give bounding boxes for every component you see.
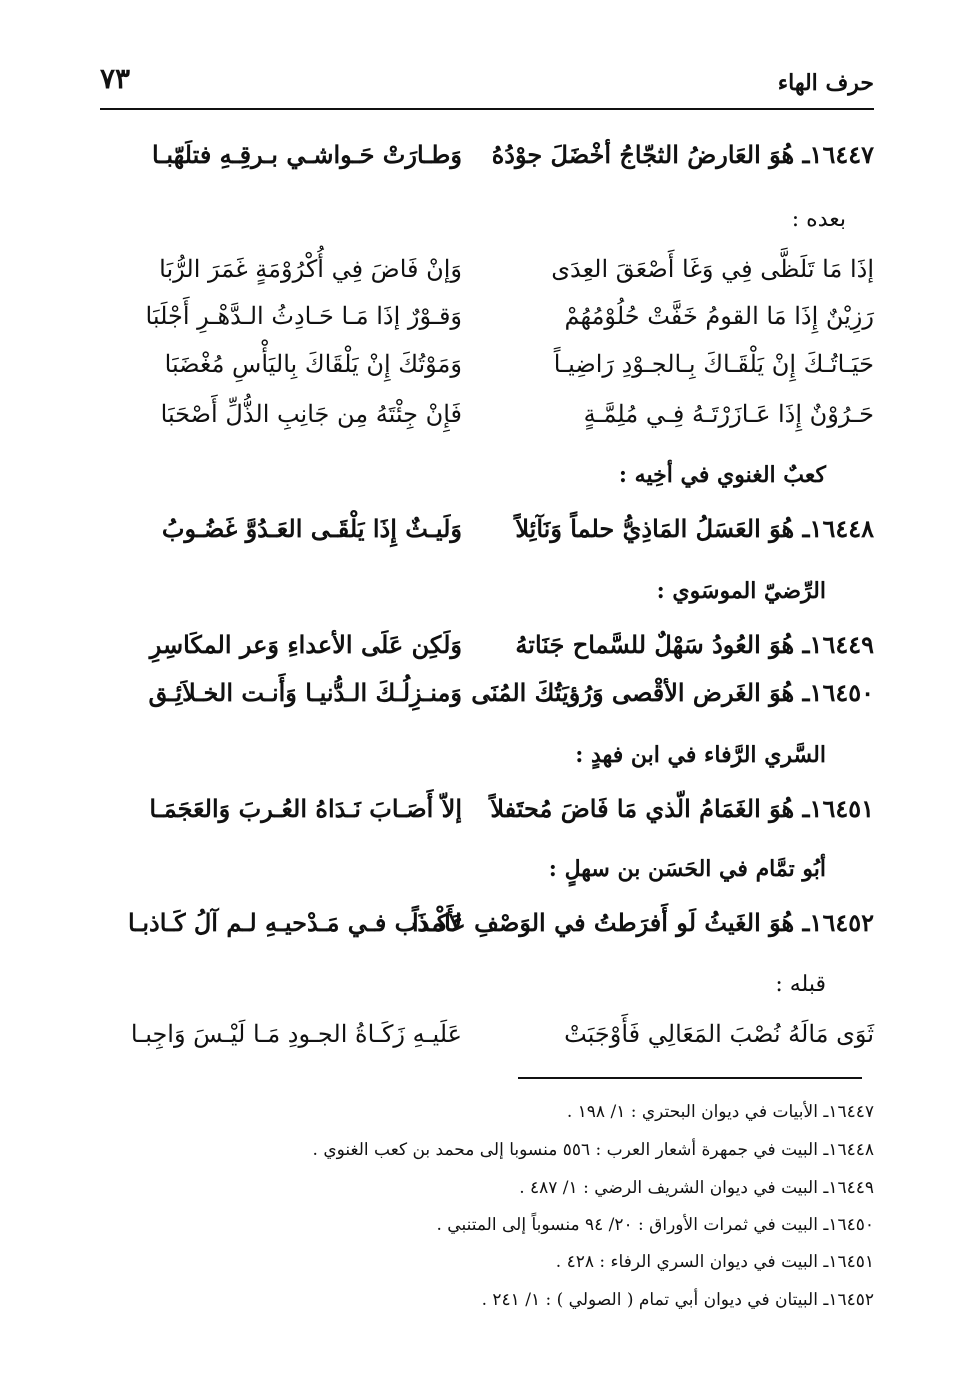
verse-first-hemistich: ثَوَى مَالَهُ نُصْبَ المَعَالِي فَأَوْجَبَتْ: [564, 1020, 874, 1048]
section-label: الرِّضيّ الموسَوي :: [656, 578, 826, 604]
running-header-title: حرف الهاء: [777, 70, 874, 96]
verse-first-hemistich: إذَا مَا تَلَظَّى فِي وَغَا أَصْعَقَ العِدَى: [551, 255, 874, 283]
verse-second-hemistich: وَلَيـثٌ إِذَا يَلْقَـى العَـدُوَّ غَضُـوبُ: [161, 514, 462, 543]
verse-first-hemistich: ١٦٤٥١ـ هُوَ الغَمَامُ الّذي مَا فَاضَ مُحتَفلاً: [490, 794, 874, 823]
verse-first-hemistich: حَيَـاتُـكَ إِنْ يَلْقَـاكَ بِـالجـوْدِ رَاضِيـاً: [553, 350, 874, 378]
verse-first-hemistich: ١٦٤٤٨ـ هُوَ العَسَلُ المَاذِيُّ حلماً وَنَآئِلاً: [515, 514, 874, 543]
verse-second-hemistich: إلاّ أَصَـابَ نَـدَاهُ العُـربَ وَالعَجَمَـا: [149, 794, 462, 823]
verse-first-hemistich: ١٦٤٤٩ـ هُوَ العُودُ سَهْلٌ للسَّماح جَنَاتهُ: [515, 630, 874, 659]
footnote: ١٦٤٤٧ـ الأبيات في ديوان البحتري : ١/ ١٩٨ .: [566, 1102, 874, 1122]
verse-first-hemistich: حَـرُوْنٌ إِذَا عَـازَرْتَـهُ فِـي مُلِمَّـةٍ: [583, 400, 874, 428]
verse-row: [100, 630, 874, 680]
section-label: السَّري الرَّفاء في ابن فهدٍ :: [575, 742, 826, 768]
verse-second-hemistich: وَلَكِن عَلَى الأعداءِ وَعر المكَاسِرِ: [149, 630, 462, 659]
verse-row: [100, 794, 874, 844]
verse-second-hemistich: وَإنْ فَاضَ فِي أُكْرُوْمَةٍ غَمَرَ الرُّبَا: [159, 255, 462, 283]
verse-row: [100, 1020, 874, 1070]
verse-row: [100, 302, 874, 352]
verse-first-hemistich: ١٦٤٥٠ـ هُوَ الغَرض الأقْصى وَرُؤيَتُكَ المُنَى: [471, 678, 874, 707]
footnote: ١٦٤٤٩ـ البيت في ديوان الشريف الرضي : ١/ ٤٨٧ .: [519, 1178, 874, 1198]
footnote: ١٦٤٥٠ـ البيت في ثمرات الأوراق : ٢٠/ ٩٤ منسوباً إلى المتنبي .: [436, 1215, 874, 1235]
section-label: أبُو تمَّام في الحَسَن بن سهلٍ :: [548, 856, 826, 882]
footnote: ١٦٤٥١ـ البيت في ديوان السري الرفاء : ٤٢٨ .: [555, 1252, 874, 1272]
verse-row: [100, 908, 874, 958]
verse-second-hemistich: وَمَوْتُكَ إِنْ يَلْقَاكَ بِاليَأْسِ مُغْضَبَا: [164, 350, 462, 378]
verse-row: [100, 255, 874, 305]
verse-row: [100, 514, 874, 564]
section-label: كعبٌ الغنوي في أخِيه :: [618, 462, 826, 488]
footnote-rule: [518, 1077, 862, 1079]
verse-first-hemistich: رَزِيْنٌ إِذَا مَا القومُ خَفَّتْ حُلُوْمُهُمْ: [564, 302, 874, 330]
verse-row: [100, 350, 874, 400]
verse-row: [100, 140, 874, 190]
footnote: ١٦٤٥٢ـ البيتان في ديوان أبي تمام ( الصولي ) : ١/ ٢٤١ .: [481, 1290, 874, 1310]
verse-row: [100, 400, 874, 450]
verse-second-hemistich: وَمنـزِلُـكَ الـدُّنيـا وَأَنـت الخـلاَئِـق: [148, 678, 462, 707]
verse-row: [100, 678, 874, 728]
verse-second-hemistich: لأَكْـذَب فـي مَـدْحيـهِ لـم آلُ كَـاذبـا: [128, 908, 462, 937]
section-label: قبله :: [775, 972, 826, 997]
header-rule: [100, 108, 874, 110]
verse-second-hemistich: عَلَيـهِ زَكَـاةُ الجـودِ مَـا لَيْـسَ وَاجِبـا: [130, 1020, 462, 1048]
section-label: بعده :: [791, 207, 846, 232]
page-number: ٧٣: [100, 62, 131, 95]
verse-second-hemistich: وَقـوْرٌ إذَا مَـا حَـادِثُ الـدَّهْـرِ أَجْلَبَا: [145, 302, 462, 330]
verse-second-hemistich: فَإِنْ جِئْتَهُ مِن جَانِبِ الذُّلِّ أَصْحَبَا: [160, 400, 462, 428]
verse-first-hemistich: ١٦٤٤٧ـ هُوَ العَارضُ الثجّاجُ أخْضَلَ جوْدُهُ: [491, 140, 874, 169]
footnote: ١٦٤٤٨ـ البيت في جمهرة أشعار العرب : ٥٥٦ منسوبا إلى محمد بن كعب الغنوي .: [312, 1140, 874, 1160]
verse-first-hemistich: ١٦٤٥٢ـ هُوَ الغَيثُ لَو أَفرَطتُ في الوَصْفِ عَامداً: [412, 908, 874, 937]
verse-second-hemistich: وَطـارَتْ حَـواشـي بـرقِـهِ فتلَهّبـا: [152, 140, 462, 169]
